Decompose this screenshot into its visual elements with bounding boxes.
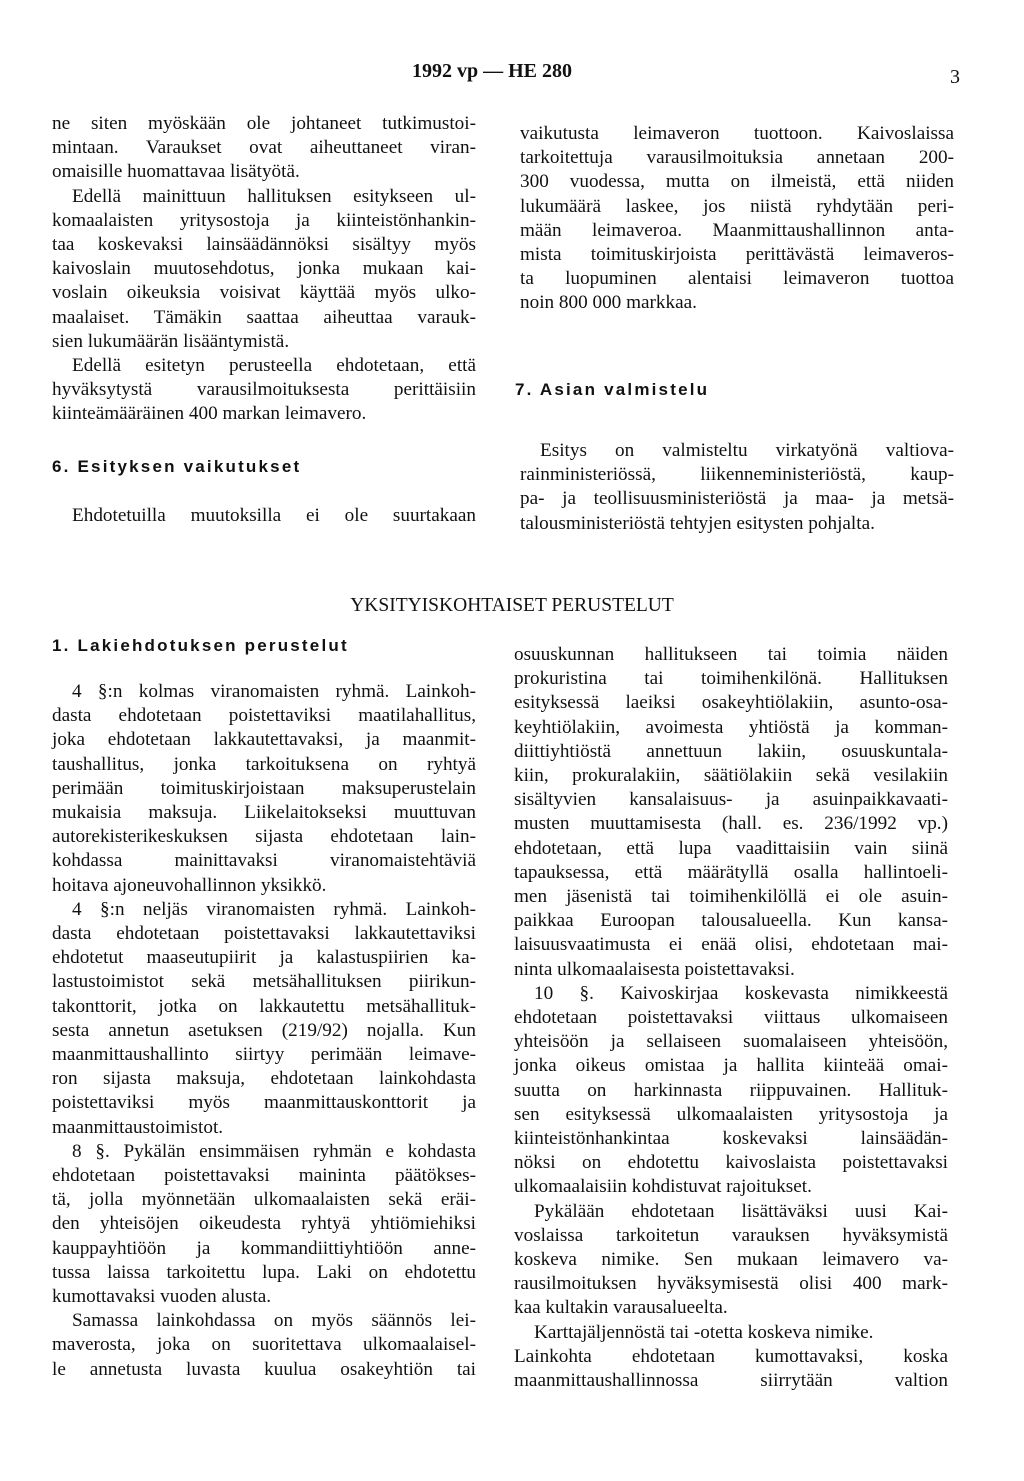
section-7-heading: 7. Asian valmistelu (515, 380, 710, 399)
text-line: men jäsenistä tai toimihenkilöllä ei ole asuin- (514, 886, 948, 908)
page-header (0, 60, 1024, 90)
text-line: kaivoslain muutosehdotus, jonka mukaan kai- (52, 258, 476, 280)
text-line: lastustoimistot sekä metsähallituksen piirikun- (52, 971, 476, 993)
text-line: mukaisia maksuja. Liikelaitokseksi muuttuvan (52, 802, 476, 824)
text-line: sen esityksessä ulkomaalaisten yritysostoja ja (514, 1103, 948, 1125)
text-line: Edellä esitetyn perusteella ehdotetaan, että (72, 355, 476, 377)
text-line: hoitava ajoneuvohallinnon yksikkö. (52, 874, 327, 896)
text-line: diittiyhtiöstä annettuun lakiin, osuuskuntala- (514, 740, 948, 762)
text-line: lukumäärä laskee, jos niistä ryhdytään peri- (520, 195, 954, 217)
text-line: Karttajäljennöstä tai -otetta koskeva nimike. (534, 1321, 874, 1343)
text-line: Samassa lainkohdassa on myös säännös lei- (72, 1310, 476, 1332)
text-line: Lainkohta ehdotetaan kumottavaksi, koska (514, 1345, 948, 1367)
text-line: poistettaviksi myös maanmittauskonttorit ja (52, 1092, 476, 1114)
text-line: hyväksytystä varausilmoituksesta perittäisiin (52, 379, 476, 401)
text-line: Esitys on valmisteltu virkatyönä valtiova- (540, 440, 954, 461)
page-number: 3 (950, 66, 960, 88)
text-line: maanmittaushallinto siirtyy perimään leimave- (52, 1044, 476, 1066)
text-line: 10 §. Kaivoskirjaa koskevasta nimikkeestä (534, 982, 948, 1004)
text-line: nöksi on ehdotettu kaivoslaista poistettavaksi (514, 1152, 948, 1174)
text-line: tapauksessa, että määrätyllä osalla hallintoeli- (514, 861, 948, 883)
text-line: ehdotetaan, että lupa vaadittaisiin vain siinä (514, 837, 948, 859)
text-line: 8 §. Pykälän ensimmäisen ryhmän e kohdasta (72, 1140, 476, 1162)
text-line: 4 §:n neljäs viranomaisten ryhmä. Lainkoh- (72, 898, 476, 920)
text-line: ehdotetut maaseutupiirit ja kalastuspiirien ka- (52, 947, 476, 969)
text-line: sien lukumäärän lisääntymistä. (52, 330, 290, 352)
text-line: tussa laissa tarkoitettu lupa. Laki on ehdotettu (52, 1261, 476, 1283)
text-line: tarkoitettuja varausilmoituksia annetaan 200- (520, 147, 954, 169)
text-line: ninta ulkomaalaisesta poistettavaksi. (514, 958, 795, 980)
text-line: ron sijasta maksuja, ehdotetaan lainkohdasta (52, 1068, 476, 1090)
main-section-title: YKSITYISKOHTAISET PERUSTELUT (350, 595, 674, 616)
text-line: perimään toimituskirjoistaan maksuperustelain (52, 777, 476, 799)
text-line: voslain oikeuksia voisivat käyttää myös ulko- (52, 282, 476, 304)
text-line: mään leimaveroa. Maanmittaushallinnon anta- (520, 219, 954, 241)
text-line: kauppayhtiöön ja kommandiittiyhtiöön anne- (52, 1237, 476, 1259)
text-line: maalaiset. Tämäkin saattaa aiheuttaa varauk- (52, 306, 476, 328)
text-line: jonka oikeus omistaa ja hallita kiinteää omai- (514, 1055, 948, 1077)
text-line: omaisille huomattavaa lisätyötä. (52, 161, 300, 183)
top-right-column (520, 122, 954, 316)
top-left-column (52, 112, 476, 427)
section-6-heading: 6. Esityksen vaikutukset (52, 457, 302, 476)
text-line: suutta on harkinnasta riippuvainen. Hallituk- (514, 1079, 948, 1101)
text-line: le annetusta luvasta kuulua osakeyhtiön tai (52, 1358, 476, 1380)
section-1-heading: 1. Lakiehdotuksen perustelut (52, 636, 349, 655)
text-line: kumottavaksi vuoden alusta. (52, 1286, 272, 1308)
text-line: mista toimituskirjoista perittävästä leimaveros- (520, 244, 954, 266)
text-line: noin 800 000 markkaa. (520, 292, 697, 314)
text-line: rainministeriössä, liikenneministeriöstä, kaup- (520, 464, 954, 486)
text-line: Ehdotetuilla muutoksilla ei ole suurtakaan (72, 505, 476, 526)
text-line: joka ehdotetaan lakkautettavaksi, ja maanmit- (52, 729, 476, 751)
text-line: ehdotetaan poistettavaksi maininta päätökses- (52, 1165, 476, 1187)
text-line: kiin, prokuralakiin, säätiölakiin sekä vesilakiin (514, 765, 948, 787)
text-line: 4 §:n kolmas viranomaisten ryhmä. Lainkoh- (72, 681, 476, 702)
text-line: Edellä mainittuun hallituksen esitykseen ul- (72, 185, 476, 207)
text-line: vaikutusta leimaveron tuottoon. Kaivoslaissa (520, 123, 954, 144)
text-line: maanmittaushallinnossa siirrytään valtion (514, 1370, 948, 1392)
section-7-body (520, 439, 954, 536)
text-line: ta luopuminen alentaisi leimaveron tuottoa (520, 268, 954, 290)
text-line: 300 vuodessa, mutta on ilmeistä, että niiden (520, 171, 954, 193)
text-line: kohdassa mainittavaksi viranomaistehtäviä (52, 850, 476, 872)
text-line: maanmittaustoimistot. (52, 1116, 224, 1138)
text-line: kiinteistönhankintaa koskevaksi lainsäädän- (514, 1128, 948, 1150)
text-line: autorekisterikeskuksen sijasta ehdotetaan lain- (52, 826, 476, 848)
text-line: osuuskunnan hallitukseen tai toimia näiden (514, 644, 948, 665)
text-line: talousministeriöstä tehtyjen esitysten pohjalta. (520, 512, 875, 534)
text-line: pa- ja teollisuusministeriöstä ja maa- ja metsä- (520, 488, 954, 510)
text-line: ulkomaalaisiin kohdistuvat rajoitukset. (514, 1176, 812, 1198)
text-line: yhteisöön ja sellaiseen suomalaiseen yhteisöön, (514, 1031, 948, 1053)
text-line: voslaissa tarkoitetun varauksen hyväksymistä (514, 1224, 948, 1246)
text-line: ehdotetaan poistettavaksi viittaus ulkomaiseen (514, 1007, 948, 1029)
text-line: laisuusvaatimusta ei enää olisi, ehdotetaan mai- (514, 934, 948, 956)
text-line: ne siten myöskään ole johtaneet tutkimustoi- (52, 113, 476, 134)
bottom-left-column (52, 680, 476, 1382)
text-line: Pykälään ehdotetaan lisättäväksi uusi Kai- (534, 1200, 948, 1222)
text-line: tä, jolla myönnetään ulkomaalaisten sekä eräi- (52, 1189, 476, 1211)
text-line: esityksessä laeiksi osakeyhtiölakiin, asunto-osa- (514, 692, 948, 714)
text-line: dasta ehdotetaan poistettaviksi maatilahallitus, (52, 705, 476, 727)
text-line: maverosta, joka on suoritettava ulkomaalaisel- (52, 1334, 476, 1356)
text-line: taa koskevaksi lainsäädännöksi sisältyy myös (52, 234, 476, 256)
text-line: sisältyvien kansalaisuus- ja asuinpaikkavaati- (514, 789, 948, 811)
text-line: kiinteämääräinen 400 markan leimavero. (52, 403, 367, 425)
text-line: den yhteisöjen oikeudesta ryhtyä yhtiömiehiksi (52, 1213, 476, 1235)
text-line: keyhtiölakiin, avoimesta yhtiöstä ja komman- (514, 716, 948, 738)
text-line: paikkaa Euroopan talousalueella. Kun kansa- (514, 910, 948, 932)
text-line: taushallitus, jonka tarkoituksena on ryhtyä (52, 753, 476, 775)
text-line: koskeva nimike. Sen mukaan leimavero va- (514, 1249, 948, 1271)
text-line: mintaan. Varaukset ovat aiheuttaneet viran- (52, 137, 476, 159)
text-line: musten muuttamisesta (hall. es. 236/1992 vp.) (514, 813, 948, 835)
text-line: komaalaisten yritysostoja ja kiinteistönhankin- (52, 209, 476, 231)
text-line: kaa kultakin varausalueelta. (514, 1297, 728, 1319)
document-title: 1992 vp — HE 280 (412, 60, 573, 82)
text-line: rausilmoituksen hyväksymisestä olisi 400 mark- (514, 1273, 948, 1295)
bottom-right-column (514, 643, 948, 1393)
section-6-body (52, 504, 476, 528)
text-line: takonttorit, jotka on lakkautettu metsähallituk- (52, 995, 476, 1017)
text-line: dasta ehdotetaan poistettavaksi lakkautettaviksi (52, 923, 476, 945)
text-line: sesta annetun asetuksen (219/92) nojalla. Kun (52, 1019, 476, 1041)
text-line: prokuristina tai toimihenkilönä. Hallituksen (514, 668, 948, 690)
